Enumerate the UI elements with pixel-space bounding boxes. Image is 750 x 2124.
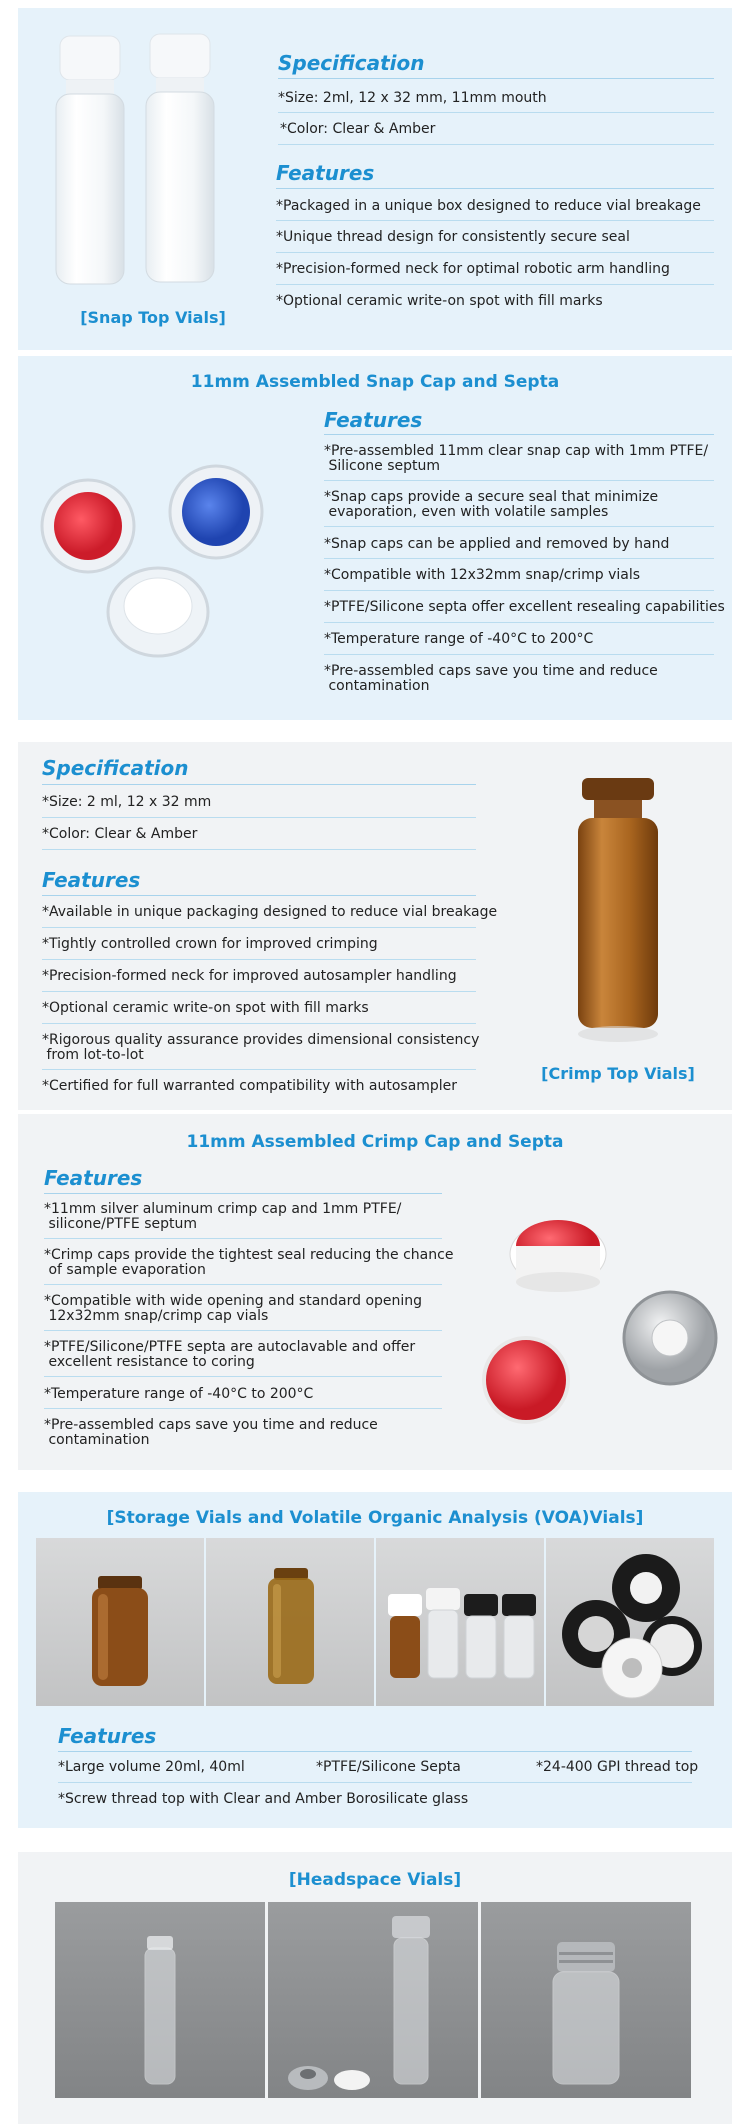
snap-cap-feature: *PTFE/Silicone septa offer excellent resealing capabilities: [324, 599, 725, 615]
snap-cap-feature: *Snap caps can be applied and removed by hand: [324, 536, 670, 552]
snap-feature: *Optional ceramic write-on spot with fill marks: [276, 293, 603, 309]
crimp-feature: *Precision-formed neck for improved autosampler handling: [42, 968, 457, 984]
headspace-vials-title: [Headspace Vials]: [288, 1870, 462, 1890]
headspace-vials-panel: [18, 1852, 732, 2124]
crimp-cap-feature: *11mm silver aluminum crimp cap and 1mm PTFE/ silicone/PTFE septum: [44, 1201, 402, 1232]
snap-cap-feature: *Pre-assembled caps save you time and reduce contamination: [324, 663, 658, 694]
crimp-cap-feature: *Temperature range of -40°C to 200°C: [44, 1386, 314, 1402]
crimp-feature: *Rigorous quality assurance provides dimensional consistency from lot-to-lot: [42, 1032, 480, 1063]
headspace-photo-clear-vial: [55, 1902, 265, 2098]
crimp-cap-feature: *PTFE/Silicone/PTFE septa are autoclavable and offer excellent resistance to coring: [44, 1339, 416, 1370]
crimp-caps-image: [458, 1194, 728, 1454]
snap-caps-image: [28, 456, 288, 696]
storage-photo-amber-screw: [36, 1538, 204, 1706]
crimp-features-title: Features: [42, 868, 141, 892]
snap-spec-item: *Size: 2ml, 12 x 32 mm, 11mm mouth: [278, 90, 547, 106]
snap-features-title: Features: [276, 161, 375, 185]
snap-feature: *Precision-formed neck for optimal robotic arm handling: [276, 261, 670, 277]
headspace-photo-screw-vial: [481, 1902, 691, 2098]
storage-photo-capped-vials: [376, 1538, 544, 1706]
snap-cap-feature: *Pre-assembled 11mm clear snap cap with 1mm PTFE/ Silicone septum: [324, 443, 709, 474]
crimp-spec-item: *Size: 2 ml, 12 x 32 mm: [42, 794, 212, 810]
snap-caps-title: 11mm Assembled Snap Cap and Septa: [190, 372, 560, 392]
crimp-feature: *Tightly controlled crown for improved crimping: [42, 936, 378, 952]
crimp-caps-panel: [18, 1114, 732, 1470]
crimp-spec-item: *Color: Clear & Amber: [42, 826, 198, 842]
storage-photo-amber-tall: [206, 1538, 374, 1706]
crimp-feature: *Available in unique packaging designed to reduce vial breakage: [42, 904, 498, 920]
crimp-cap-feature: *Pre-assembled caps save you time and reduce contamination: [44, 1417, 378, 1448]
storage-feature: *PTFE/Silicone Septa: [316, 1759, 461, 1775]
snap-feature: *Packaged in a unique box designed to reduce vial breakage: [276, 198, 701, 214]
snap-vials-panel: [18, 8, 732, 350]
snap-feature: *Unique thread design for consistently secure seal: [276, 229, 630, 245]
crimp-feature: *Optional ceramic write-on spot with fill marks: [42, 1000, 369, 1016]
storage-photo-caps: [546, 1538, 714, 1706]
crimp-spec-title: Specification: [42, 756, 189, 780]
snap-caps-features-title: Features: [324, 408, 423, 432]
headspace-photo-crimp-vial: [268, 1902, 478, 2098]
snap-cap-feature: *Snap caps provide a secure seal that minimize evaporation, even with volatile samples: [324, 489, 659, 520]
storage-feature: *Screw thread top with Clear and Amber Borosilicate glass: [58, 1791, 469, 1807]
storage-features-title: Features: [58, 1724, 157, 1748]
crimp-vials-caption: [Crimp Top Vials]: [541, 1064, 695, 1083]
snap-vials-caption: [Snap Top Vials]: [80, 308, 226, 327]
storage-vials-panel: [18, 1492, 732, 1828]
crimp-vials-panel: [18, 742, 732, 1110]
crimp-caps-title: 11mm Assembled Crimp Cap and Septa: [186, 1132, 564, 1152]
storage-vials-title: [Storage Vials and Volatile Organic Analysis (VOA)Vials]: [106, 1508, 644, 1528]
crimp-cap-feature: *Compatible with wide opening and standard opening 12x32mm snap/crimp cap vials: [44, 1293, 423, 1324]
crimp-feature: *Certified for full warranted compatibility with autosampler: [42, 1078, 458, 1094]
crimp-caps-features-title: Features: [44, 1166, 143, 1190]
snap-cap-feature: *Temperature range of -40°C to 200°C: [324, 631, 594, 647]
snap-caps-panel: [18, 356, 732, 720]
snap-cap-feature: *Compatible with 12x32mm snap/crimp vials: [324, 567, 641, 583]
snap-vial-image: [38, 28, 238, 298]
storage-feature: *24-400 GPI thread top: [536, 1759, 699, 1775]
crimp-cap-feature: *Crimp caps provide the tightest seal reducing the chance of sample evaporation: [44, 1247, 454, 1278]
snap-spec-title: Specification: [278, 51, 425, 75]
snap-spec-item: *Color: Clear & Amber: [280, 121, 436, 137]
storage-feature: *Large volume 20ml, 40ml: [58, 1759, 245, 1775]
crimp-vial-image: [558, 772, 678, 1052]
